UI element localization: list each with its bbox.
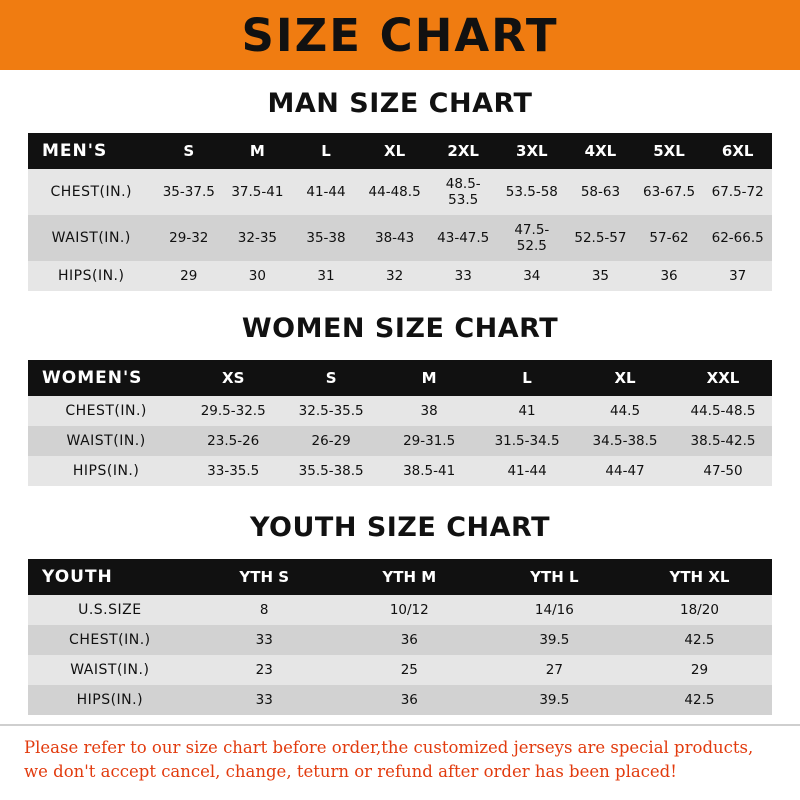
table-cell: 29-31.5 xyxy=(403,433,456,449)
table-cell: 37 xyxy=(729,268,747,284)
column-header: YTH M xyxy=(382,568,437,586)
table-row xyxy=(28,655,772,685)
table-cell: 32.5-35.5 xyxy=(298,403,364,419)
column-header: YTH S xyxy=(239,568,290,586)
column-header: XXL xyxy=(706,369,740,387)
column-header: 5XL xyxy=(653,142,685,160)
youth-table-header xyxy=(28,559,772,595)
table-row xyxy=(28,426,772,456)
footer-line-2: we don't accept cancel, change, teturn or refund after order has been placed! xyxy=(24,761,677,781)
table-header-row xyxy=(28,559,772,595)
table-cell: 33-35.5 xyxy=(207,463,260,479)
table-cell: 29 xyxy=(180,268,198,284)
table-cell: 37.5-41 xyxy=(231,184,284,200)
row-label: WAIST(IN.) xyxy=(70,662,150,678)
table-cell: 25 xyxy=(400,662,418,678)
table-cell: 53.5-58 xyxy=(505,184,558,200)
table-cell: 33 xyxy=(255,692,273,708)
table-cell: 23 xyxy=(255,662,273,678)
footer-note xyxy=(0,724,800,800)
women-size-table xyxy=(28,360,772,486)
table-cell: 42.5 xyxy=(684,692,715,708)
table-cell: 47.5-52.5 xyxy=(514,222,550,254)
youth-table-corner-label: YOUTH xyxy=(42,567,113,587)
table-cell: 35.5-38.5 xyxy=(298,463,364,479)
table-row xyxy=(28,169,772,215)
table-cell: 44.5 xyxy=(609,403,641,419)
column-header: S xyxy=(325,369,337,387)
table-cell: 39.5 xyxy=(539,632,570,648)
table-cell: 33 xyxy=(454,268,472,284)
table-cell: 30 xyxy=(248,268,266,284)
table-cell: 29-32 xyxy=(169,230,209,246)
table-cell: 57-62 xyxy=(649,230,689,246)
table-cell: 27 xyxy=(545,662,563,678)
table-cell: 10/12 xyxy=(389,602,429,618)
table-header-row xyxy=(28,360,772,396)
table-cell: 31.5-34.5 xyxy=(494,433,560,449)
table-cell: 18/20 xyxy=(680,602,719,618)
table-cell: 32 xyxy=(386,268,404,284)
table-cell: 35-37.5 xyxy=(162,184,215,200)
column-header: S xyxy=(183,142,195,160)
table-row xyxy=(28,215,772,261)
table-cell: 35 xyxy=(591,268,610,284)
table-row xyxy=(28,261,772,291)
table-cell: 44-48.5 xyxy=(368,184,421,200)
column-header: XL xyxy=(614,369,636,387)
column-header: 3XL xyxy=(516,142,548,160)
table-row xyxy=(28,625,772,655)
row-label: WAIST(IN.) xyxy=(51,230,131,246)
column-header: YTH XL xyxy=(669,568,730,586)
man-size-table xyxy=(28,133,772,291)
table-cell: 26-29 xyxy=(311,433,351,449)
table-row xyxy=(28,685,772,715)
table-cell: 42.5 xyxy=(684,632,715,648)
column-header: M xyxy=(249,142,265,160)
table-cell: 38-43 xyxy=(374,230,415,246)
table-cell: 36 xyxy=(400,632,418,648)
man-table-wrap xyxy=(0,133,800,291)
man-table-header xyxy=(28,133,772,169)
table-cell: 29 xyxy=(690,662,709,678)
table-cell: 38.5-42.5 xyxy=(690,433,756,449)
table-row xyxy=(28,595,772,625)
table-cell: 31 xyxy=(317,268,335,284)
table-header-row xyxy=(28,133,772,169)
page-title: SIZE CHART xyxy=(241,8,559,62)
table-cell: 23.5-26 xyxy=(207,433,260,449)
table-cell: 8 xyxy=(259,602,269,618)
table-cell: 38 xyxy=(420,403,438,419)
table-cell: 47-50 xyxy=(703,463,743,479)
column-header: L xyxy=(321,142,331,160)
women-section-title: WOMEN SIZE CHART xyxy=(241,313,559,344)
column-header: L xyxy=(522,369,532,387)
table-cell: 36 xyxy=(400,692,418,708)
table-cell: 35-38 xyxy=(306,230,346,246)
table-cell: 44-47 xyxy=(605,463,645,479)
youth-table-wrap xyxy=(0,559,800,715)
table-cell: 38.5-41 xyxy=(403,463,456,479)
table-row xyxy=(28,396,772,426)
table-cell: 52.5-57 xyxy=(574,230,627,246)
page-banner xyxy=(0,0,800,70)
women-table-body xyxy=(28,396,772,486)
table-cell: 48.5-53.5 xyxy=(445,176,481,208)
women-table-wrap xyxy=(0,360,800,486)
row-label: WAIST(IN.) xyxy=(66,433,146,449)
table-cell: 62-66.5 xyxy=(711,230,764,246)
man-table-body xyxy=(28,169,772,291)
youth-size-table xyxy=(28,559,772,715)
table-cell: 58-63 xyxy=(580,184,621,200)
row-label: CHEST(IN.) xyxy=(65,403,147,419)
table-cell: 41-44 xyxy=(306,184,346,200)
man-table-corner-label: MEN'S xyxy=(42,141,108,161)
table-cell: 34 xyxy=(523,268,541,284)
column-header: M xyxy=(421,369,437,387)
column-header: YTH L xyxy=(530,568,579,586)
women-table-corner-label: WOMEN'S xyxy=(42,368,143,388)
table-cell: 33 xyxy=(255,632,273,648)
table-cell: 29.5-32.5 xyxy=(200,403,266,419)
row-label: HIPS(IN.) xyxy=(72,463,140,479)
table-cell: 32-35 xyxy=(237,230,277,246)
column-header: 4XL xyxy=(584,142,617,160)
youth-section-title: YOUTH SIZE CHART xyxy=(249,512,551,543)
table-cell: 43-47.5 xyxy=(437,230,490,246)
row-label: HIPS(IN.) xyxy=(76,692,144,708)
youth-table-body xyxy=(28,595,772,715)
column-header: 6XL xyxy=(721,142,754,160)
column-header: 2XL xyxy=(447,142,479,160)
table-row xyxy=(28,456,772,486)
table-cell: 44.5-48.5 xyxy=(690,403,756,419)
column-header: XS xyxy=(222,369,245,387)
man-section-title: MAN SIZE CHART xyxy=(267,88,533,119)
table-cell: 63-67.5 xyxy=(642,184,696,200)
table-cell: 34.5-38.5 xyxy=(592,433,658,449)
table-cell: 36 xyxy=(660,268,678,284)
row-label: U.S.SIZE xyxy=(78,602,142,618)
row-label: CHEST(IN.) xyxy=(69,632,151,648)
table-cell: 41-44 xyxy=(507,463,547,479)
row-label: HIPS(IN.) xyxy=(58,268,125,284)
table-cell: 14/16 xyxy=(534,602,574,618)
table-cell: 67.5-72 xyxy=(711,184,764,200)
row-label: CHEST(IN.) xyxy=(50,184,133,200)
footer-line-1: Please refer to our size chart before order,the customized jerseys are special products, xyxy=(24,738,754,757)
table-cell: 39.5 xyxy=(539,692,570,708)
women-table-header xyxy=(28,360,772,396)
column-header: XL xyxy=(384,142,406,160)
table-cell: 41 xyxy=(518,403,536,419)
